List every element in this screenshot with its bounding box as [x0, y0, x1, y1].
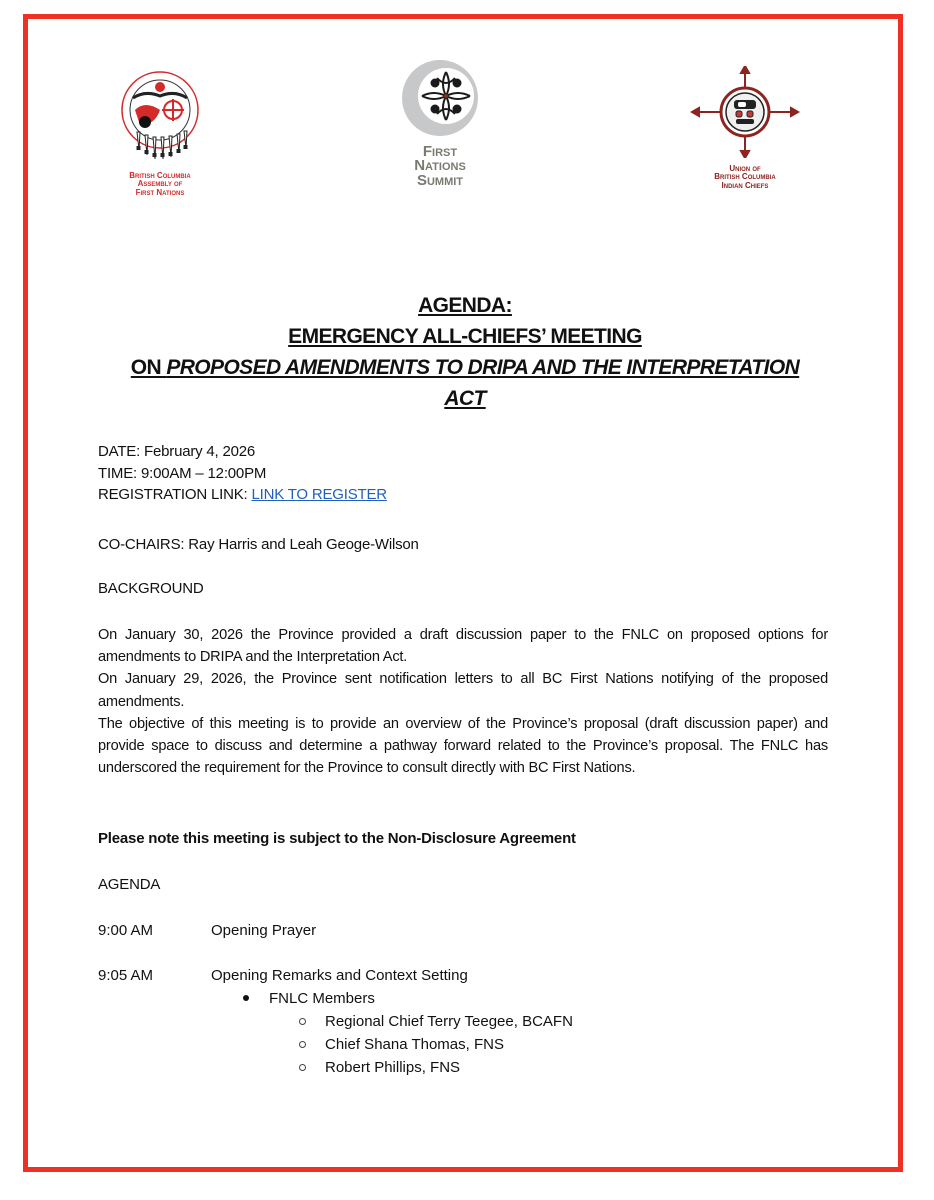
document-title	[100, 290, 830, 414]
title-subject-prefix: ON	[130, 356, 167, 379]
fns-caption-line: Summit	[416, 171, 464, 189]
fns-caption-line: First	[422, 143, 458, 160]
bullet-circle-icon	[299, 1018, 306, 1025]
background-paragraph: On January 30, 2026 the Province provided a draft discussion paper to the FNLC on proposed options for amendments to DRIPA and the Interpretation Act.	[98, 627, 828, 666]
nda-notice: Please note this meeting is subject to the Non-Disclosure Agreement	[98, 830, 576, 847]
fns-caption-line: Nations	[414, 157, 466, 175]
agenda-bullet-text: FNLC Members	[269, 990, 375, 1007]
agenda-time: 9:00 AM	[98, 922, 154, 939]
title-line-agenda: AGENDA:	[418, 294, 512, 317]
background-paragraph: The objective of this meeting is to provide an overview of the Province’s proposal (draft discussion paper) and provide space to discuss and determine a pathway forward related to the Province’s proposal. The FNLC has underscored the requirement for the Province to consult directly with BC First Nations.	[98, 715, 828, 777]
agenda-heading: AGENDA	[98, 876, 161, 893]
background-section	[98, 624, 828, 779]
agenda-sub-bullet	[299, 1034, 504, 1055]
bullet-circle-icon	[299, 1041, 306, 1048]
ubcic-caption-line: Union of	[729, 164, 761, 173]
co-chairs: CO-CHAIRS: Ray Harris and Leah Geoge-Wilson	[98, 536, 419, 553]
ubcic-caption-line: British Columbia	[714, 172, 776, 182]
meeting-details	[98, 441, 828, 506]
registration-label: REGISTRATION LINK:	[98, 486, 252, 503]
ubcic-logo	[685, 66, 805, 190]
fns-emblem-icon	[400, 58, 480, 138]
title-line-meeting: EMERGENCY ALL-CHIEFS’ MEETING	[288, 325, 642, 348]
agenda-bullet	[243, 988, 375, 1009]
title-act-italic: ACT	[444, 387, 486, 410]
fns-logo	[385, 58, 495, 188]
bcafn-logo	[100, 70, 220, 197]
bcafn-emblem-icon	[115, 70, 205, 165]
meeting-date: DATE: February 4, 2026	[98, 443, 256, 460]
agenda-time: 9:05 AM	[98, 967, 154, 984]
agenda-sub-bullet-text: Regional Chief Terry Teegee, BCAFN	[325, 1013, 573, 1030]
register-link[interactable]: LINK TO REGISTER	[251, 486, 387, 503]
meeting-time: TIME: 9:00AM – 12:00PM	[98, 464, 267, 482]
bullet-dot-icon	[243, 995, 249, 1001]
bullet-circle-icon	[299, 1064, 306, 1071]
agenda-sub-bullet-text: Chief Shana Thomas, FNS	[325, 1036, 504, 1053]
agenda-sub-bullet-text: Robert Phillips, FNS	[325, 1059, 461, 1076]
agenda-sub-bullet	[299, 1057, 460, 1078]
bcafn-caption-line: Assembly of	[137, 179, 183, 189]
agenda-sub-bullet	[299, 1011, 573, 1032]
agenda-title: Opening Prayer	[211, 922, 317, 939]
ubcic-emblem-icon	[690, 66, 800, 158]
agenda-title: Opening Remarks and Context Setting	[211, 967, 468, 984]
bcafn-caption-line: First Nations	[135, 187, 185, 197]
bcafn-caption-line: British Columbia	[129, 171, 191, 180]
background-paragraph: On January 29, 2026, the Province sent notification letters to all BC First Nations notifying of the proposed amendments.	[98, 671, 828, 710]
ubcic-caption-line: Indian Chiefs	[721, 180, 769, 190]
registration-row	[98, 484, 828, 506]
background-heading: BACKGROUND	[98, 580, 204, 597]
title-subject-italic: PROPOSED AMENDMENTS TO DRIPA AND THE INTERPRETATION	[166, 356, 800, 379]
title-line-subject	[100, 352, 830, 383]
title-line-act	[100, 383, 830, 414]
